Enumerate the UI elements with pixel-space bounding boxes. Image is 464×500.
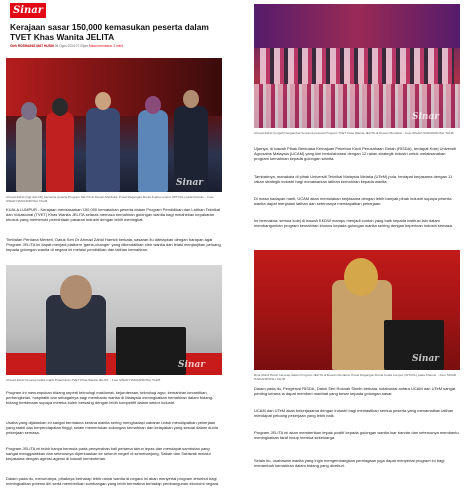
sinar-logo[interactable]: Sinar bbox=[10, 3, 46, 18]
paragraph: Tambahnya, manakala di pihak Universiti Teknikal Malaysia Melaka (UTeM) pula, terdapat kerjasama dengan 11 rakan strategik industri bagi menawarkan latihan kemahiran kepada wanita. bbox=[254, 174, 453, 185]
paragraph: Program JELITA ini telah hanya bermula pada penyerahan kali pertama tahun lepas dan mendapat sambutan yang sangat menggalakkan dan seterusnya diperluaskan ke seluruh negeri di semenanjung, Sabah dan Sarawak melalui kerjasama dengan agensi-agensi di bawah kementerian. bbox=[6, 446, 211, 462]
paragraph: Usaha yang dijalankan ini sangat bermakna kerana wanita sering menghadapi cabaran untuk mendapatkan pekerjaan yang stabil dan berpendapatan tinggi, selain memerlukan sokongan kemahiran dan kelayakan yang sesuai dalam dunia pekerjaan semasa. bbox=[6, 420, 218, 436]
photo-1-caption: Ahmad Zahid (tiga dari kiri) bersama peserta Program JELITA di Dewan Merdeka, Pusat Dagangan Dunia Kuala Lumpur (WTCKL) pada Khamis. - Foto SINAR HARIAN/ROSLI TALIB bbox=[6, 195, 214, 203]
photo-3-caption: Ahmad Zahid (tengah) bergambar bersama peserta Program TVET Khas Wanita JELITA di Dewan Merdeka. - Foto SINAR HARIAN/ROSLI TALIB bbox=[254, 131, 454, 135]
article-photo-4 bbox=[254, 250, 460, 370]
article-photo-1 bbox=[6, 58, 222, 192]
photo-watermark: Sinar bbox=[178, 360, 206, 370]
paragraph: Ujarnya, di bawah Pihak Berkuasa Kemajuan Pekebun Kecil Perusahaan Getah (RISDA), terdapat Kolej Universiti Agrosains Malaysia (UCAM) yang kini berkolaborasi dengan 12 rakan strategik industri untuk melaksanakan program kemahiran kepada golongan wanita. bbox=[254, 146, 457, 162]
article-photo-2 bbox=[6, 265, 222, 375]
paragraph: Program ini menumpukan bidang seperti teknologi maklumat, kejuruteraan, teknologi agro, kemahiran kecantikan, perbengkelan, hospitaliti dan sebagainya bagi membantu wanita di Malaysia meningkatkan kemahiran dalam bidang-bidang berkenaan supaya mereka boleh bersaing dengan lebih kompetitif dalam sektor industri. bbox=[6, 390, 214, 406]
paragraph: Ini bermakna, semua kolej di bawah KKDW mampu menjadi contoh yang baik kepada institusi lain dalam membangunkan program kemahiran khusus kepada golongan wanita seiring dengan keperluan industri semasa. bbox=[254, 218, 454, 229]
paragraph: Dalam pada itu, Pengerusi RISDA, Datuk Seri Rosnah Shirlin berkata, kolaborasi antara UCAM dan UTeM sangat penting kerana ia dapat memberi manfaat yang besar kepada golongan sasar. bbox=[254, 386, 456, 397]
paragraph: KUALA LUMPUR - Kerajaan mensasarkan 150,000 kemasukan peserta dalam Program Pendidikan dan Latihan Teknikal dan Vokasional (TVET) Khas Wanita JELITA selaras memacu kemahiran golongan wanita bagi melahirkan kepakaran khusus yang memenuhi permintaan pasaran industri dengan lebih meningkat. bbox=[6, 207, 221, 223]
byline-author[interactable]: Oleh ROSHAINIZ MAT HUSIN bbox=[10, 44, 54, 48]
article-title: Kerajaan sasar 150,000 kemasukan peserta dalam TVET Khas Wanita JELITA bbox=[10, 22, 209, 42]
article-photo-3 bbox=[254, 4, 460, 128]
byline-reading-time: Masa membaca: 2 minit bbox=[88, 44, 123, 48]
photo-watermark: Sinar bbox=[412, 112, 440, 122]
paragraph: Timbalan Perdana Menteri, Datuk Seri Dr Ahmad Zahid Hamidi berkata, sasaran itu ditetapkan dengan harapan agar Program JELITA ini dapat menjadi platform 'game-changer' yang dikendalikan oleh wanita dan lelaki menjanjikan peluang kepada golongan wanita di negara ini melalui pendidikan dan latihan kemahiran. bbox=[6, 237, 221, 253]
byline-date: 08 Ogos 2024 07:03pm bbox=[54, 44, 89, 48]
paragraph: UCAM dan UTeM akan bekerjasama dengan industri bagi memastikan semua peserta yang menamatkan latihan mendapat peluang pekerjaan yang lebih baik. bbox=[254, 408, 454, 419]
photo-4-caption: Rina Mohd Harun berucap dalam Program JELITA di Dewan Merdeka, Pusat Dagangan Dunia Kuala Lumpur (WTCKL) pada Khamis. - Foto SINAR HARIAN/ROSLI TALIB bbox=[254, 373, 457, 381]
photo-watermark: Sinar bbox=[412, 354, 440, 364]
paragraph: Selain itu, usahawan wanita yang ingin mengembangkan perniagaan juga dapat menyertai program ini bagi menambah kemahiran dalam bidang yang diceburi. bbox=[254, 458, 445, 469]
paragraph: Program JELITA ini akan memberikan impak positif kepada golongan wanita luar bandar dan seterusnya membantu meningkatkan taraf hidup mereka sekeluarga. bbox=[254, 430, 459, 441]
photo-2-caption: Ahmad Zahid berucap ketika majlis Pelancaran TVET Khas Wanita JELITA. - Foto SINAR HARIAN/ROSLI TALIB bbox=[6, 378, 161, 382]
photo-watermark: Sinar bbox=[176, 178, 204, 188]
paragraph: Di masa hadapan nanti, UCAM akan memulakan kerjasama dengan lebih banyak pihak industri supaya peserta wanita dapat menjalani latihan dan seterusnya mendapatkan pekerjaan. bbox=[254, 196, 452, 207]
paragraph: Dalam pada itu, menurutnya, pihaknya berharap lebih ramai wanita di negara ini akan menyertai program tersebut bagi meningkatkan potensi diri serta memberikan sumbangan yang lebih bermakna terhadap pembangunan ekonomi negara. bbox=[6, 476, 220, 487]
article-byline bbox=[10, 44, 220, 48]
stage-backdrop bbox=[254, 4, 460, 48]
